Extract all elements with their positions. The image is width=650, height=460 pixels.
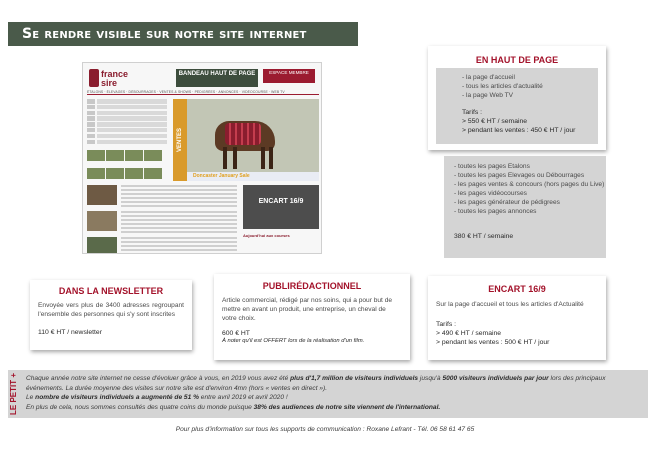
- le-petit-plus-label: LE PETIT +: [9, 373, 18, 416]
- encart-price-ventes: > pendant les ventes : 500 € HT / jour: [436, 339, 550, 346]
- newsletter-text: Envoyée vers plus de 3400 adresses regroupant l'ensemble des personnes qui s'y sont inscrites: [38, 302, 184, 318]
- list-item: - les pages vidéocourses: [454, 190, 527, 197]
- le-petit-plus-section: [8, 370, 648, 418]
- logo-text-line1: france: [101, 69, 129, 79]
- aujourdhui-aux-courses: Aujourd'hui aux courses: [243, 233, 290, 238]
- list-item: - la page d'accueil: [462, 74, 515, 81]
- mock-news-list: [87, 99, 167, 145]
- encart-text: Sur la page d'accueil et tous les articles d'Actualité: [436, 301, 584, 308]
- petit-highlight-growth: nombre de visiteurs individuels a augmenté de 51 %: [35, 394, 199, 402]
- price-ventes: > pendant les ventes : 450 € HT / jour: [462, 127, 576, 134]
- haut-de-page-heading: EN HAUT DE PAGE: [475, 55, 559, 65]
- espace-membre-button: ESPACE MEMBRE: [263, 69, 315, 83]
- pages-list: [454, 162, 606, 216]
- pages-list-box: [444, 156, 606, 258]
- encart-box: [428, 276, 606, 360]
- horse-leg: [261, 147, 265, 169]
- encart-heading: ENCART 16/9: [488, 284, 546, 294]
- price-semaine: > 550 € HT / semaine: [462, 118, 528, 125]
- petit-highlight-international: 38% des audiences de notre site viennent de l'international.: [253, 403, 441, 411]
- horse-leg: [233, 147, 237, 169]
- publiredactionnel-price: 600 € HT: [222, 330, 250, 337]
- list-item: - toutes les pages annonces: [454, 208, 537, 215]
- logo-text-line2: sire: [101, 78, 118, 88]
- publiredactionnel-text: Article commercial, rédigé par nos soins, qui a pour but de mettre en avant un produit, une entreprise, un cheval de votre choix.: [222, 297, 393, 322]
- mock-nav-bar: ÉTALONS · ÉLEVAGES · DÉBOURRAGES · VENTES & SHOWS · PÉDIGRÉES · ANNONCES · VIDÉOCOURSE · WEB TV: [87, 90, 319, 95]
- website-mockup: [82, 62, 322, 254]
- petit-text-part: lors des principaux événements. La durée moyenne des visites sur notre site est d'environ 4mn (hors « ventes en direct »).: [26, 375, 606, 392]
- list-item: - la page Web TV: [462, 92, 514, 99]
- haut-de-page-box: [428, 46, 606, 150]
- newsletter-heading: DANS LA NEWSLETTER: [58, 286, 164, 296]
- list-item: - toutes les pages Etalons: [454, 163, 530, 170]
- page-title: Se rendre visible sur notre site internet: [22, 26, 307, 42]
- haut-de-page-list: [462, 73, 598, 100]
- petit-text-part: entre avril 2019 et avril 2020 !: [198, 394, 288, 402]
- tarifs-label: Tarifs :: [462, 109, 483, 116]
- publiredactionnel-heading: PUBLIRÉDACTIONNEL: [262, 281, 362, 291]
- newsletter-box: [30, 280, 192, 350]
- newsletter-price: 110 € HT / newsletter: [38, 329, 102, 336]
- encart-price-semaine: > 490 € HT / semaine: [436, 330, 502, 337]
- footer-contact: Pour plus d'information sur tous les supports de communication : Roxane Lefrant - Tél. 06 58 61 47 65: [175, 426, 475, 433]
- publiredactionnel-box: [214, 274, 410, 360]
- pages-list-price: 380 € HT / semaine: [454, 233, 514, 240]
- petit-text-part: Le: [26, 394, 36, 402]
- list-item: - les pages ventes & concours (hors pages du Live): [454, 181, 605, 188]
- haut-de-page-content: [436, 68, 598, 144]
- horse-leg: [269, 147, 273, 169]
- petit-text-part: Chaque année notre site internet ne cesse d'évoluer grâce à vous, en 2019 vous avez été: [26, 375, 291, 382]
- ventes-band: VENTES: [173, 99, 187, 181]
- horse-leg: [223, 147, 227, 169]
- hero-caption: Doncaster January Sale: [187, 172, 319, 181]
- mock-hero-image: [173, 99, 319, 181]
- encart-tarifs-label: Tarifs :: [436, 321, 457, 328]
- encart-16-9-placeholder: ENCART 16/9: [243, 185, 319, 229]
- list-item: - toutes les pages Elevages ou Débourrages: [454, 172, 585, 179]
- le-petit-plus-text: [26, 374, 644, 412]
- bandeau-haut-de-page: BANDEAU HAUT DE PAGE: [176, 69, 258, 87]
- petit-text-part: En plus de cela, nous sommes consultés des quatre coins du monde puisque: [26, 403, 254, 411]
- horse-logo-icon: [89, 69, 99, 87]
- page-title-banner: [8, 22, 358, 46]
- france-sire-logo: [89, 69, 145, 87]
- petit-text-part: jusqu'à: [418, 375, 443, 382]
- horse-rug: [225, 123, 261, 145]
- list-item: - tous les articles d'actualité: [462, 83, 543, 90]
- list-item: - les pages générateur de pédigrees: [454, 199, 560, 206]
- publiredactionnel-note: À noter qu'il est OFFERT lors de la réalisation d'un film.: [222, 338, 365, 344]
- mock-articles: [87, 185, 237, 254]
- petit-highlight-visitors: plus d'1,7 million de visiteurs individuels: [290, 375, 419, 382]
- petit-highlight-daily: 5000 visiteurs individuels par jour: [442, 375, 549, 382]
- mock-thumbnails: [87, 149, 167, 173]
